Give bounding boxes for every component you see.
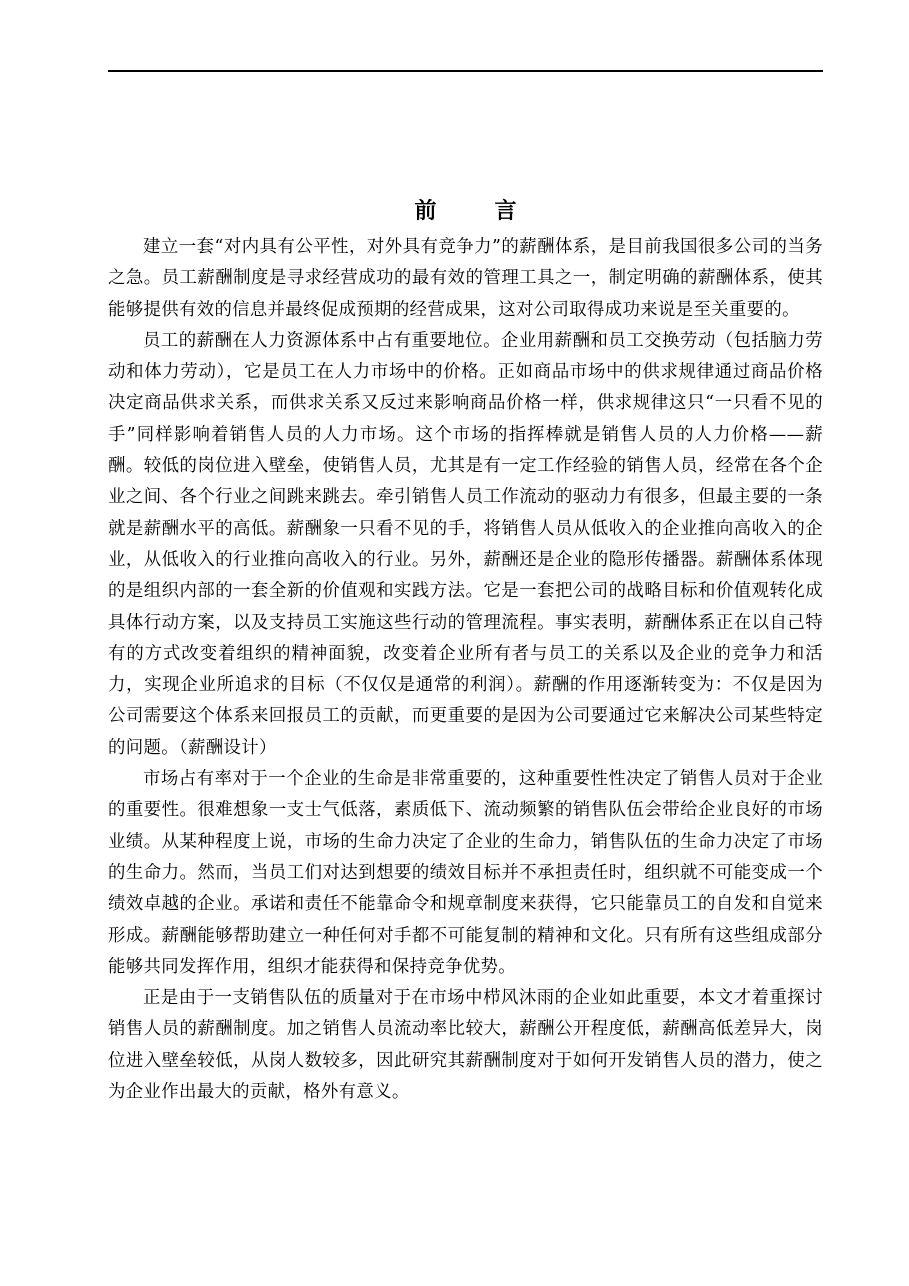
- paragraph-3: 市场占有率对于一个企业的生命是非常重要的，这种重要性性决定了销售人员对于企业的重要性。很难想象一支士气低落，素质低下、流动频繁的销售队伍会带给企业良好的市场业绩。从某种程度上说，市场的生命力决定了企业的生命力，销售队伍的生命力决定了市场的生命力。然而，当员工们对达到想要的绩效目标并不承担责任时，组织就不可能变成一个绩效卓越的企业。承诺和责任不能靠命令和规章制度来获得，它只能靠员工的自发和自觉来形成。薪酬能够帮助建立一种任何对手都不可能复制的精神和文化。只有所有这些组成部分能够共同发挥作用，组织才能获得和保持竞争优势。: [108, 769, 823, 977]
- page-title: 前 言: [414, 198, 535, 224]
- header-rule: [108, 70, 823, 72]
- paragraph-1: 建立一套“对内具有公平性，对外具有竞争力”的薪酬体系，是目前我国很多公司的当务之急。员工薪酬制度是寻求经营成功的最有效的管理工具之一，制定明确的薪酬体系，使其能够提供有效的信息并最终促成预期的经营成果，这对公司取得成功来说是至关重要的。: [108, 237, 823, 320]
- paragraph-2: 员工的薪酬在人力资源体系中占有重要地位。企业用薪酬和员工交换劳动（包括脑力劳动和体力劳动），它是员工在人力市场中的价格。正如商品市场中的供求规律通过商品价格决定商品供求关系，而供求关系又反过来影响商品价格一样，供求规律这只“一只看不见的手”同样影响着销售人员的人力市场。这个市场的指挥棒就是销售人员的人力价格——薪酬。较低的岗位进入壁垒，使销售人员，尤其是有一定工作经验的销售人员，经常在各个企业之间、各个行业之间跳来跳去。牵引销售人员工作流动的驱动力有很多，但最主要的一条就是薪酬水平的高低。薪酬象一只看不见的手，将销售人员从低收入的企业推向高收入的企业，从低收入的行业推向高收入的行业。另外，薪酬还是企业的隐形传播器。薪酬体系体现的是组织内部的一套全新的价值观和实践方法。它是一套把公司的战略目标和价值观转化成具体行动方案，以及支持员工实施这些行动的管理流程。事实表明，薪酬体系正在以自己特有的方式改变着组织的精神面貌，改变着企业所有者与员工的关系以及企业的竞争力和活力，实现企业所追求的目标（不仅仅是通常的利润）。薪酬的作用逐渐转变为：不仅是因为公司需要这个体系来回报员工的贡献，而更重要的是因为公司要通过它来解决公司某些特定的问题。（薪酬设计）: [108, 330, 823, 758]
- paragraph-4: 正是由于一支销售队伍的质量对于在市场中栉风沐雨的企业如此重要，本文才着重探讨销售人员的薪酬制度。加之销售人员流动率比较大，薪酬公开程度低，薪酬高低差异大，岗位进入壁垒较低，从岗人数较多，因此研究其薪酬制度对于如何开发销售人员的潜力，使之为企业作出最大的贡献，格外有意义。: [108, 988, 823, 1103]
- body-text: [108, 232, 823, 1108]
